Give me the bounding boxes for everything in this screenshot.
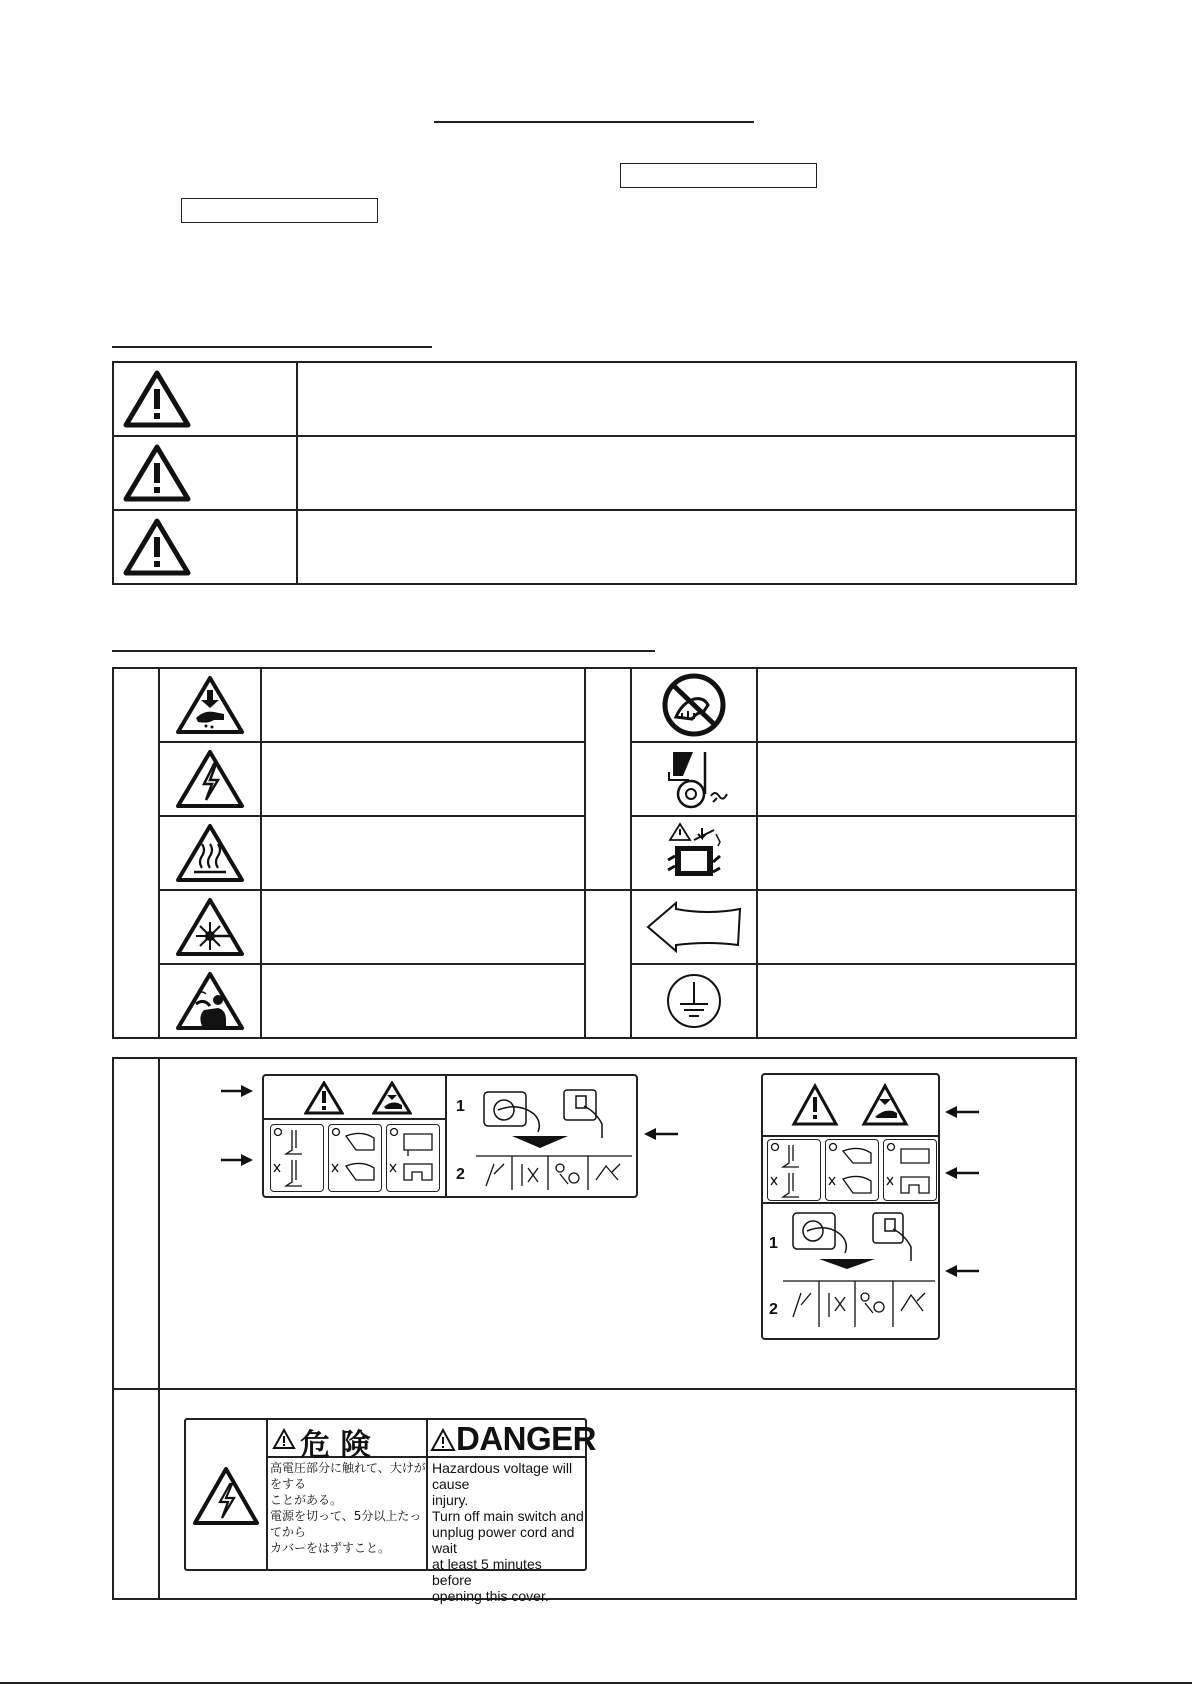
power-switch-off-icon: [783, 1207, 935, 1335]
label-row-2-side: [113, 1389, 159, 1599]
presser-foot-illustration-icon: [272, 1126, 438, 1188]
symbol-right-group-cell-2: [585, 890, 631, 1038]
warning-triangle-icon: [122, 517, 192, 577]
pointer-arrow-icon: [644, 1126, 678, 1142]
section-2-underline: [112, 650, 655, 652]
electric-shock-icon: [192, 1466, 260, 1526]
signal-word-table: [112, 361, 1077, 585]
needle-hazard-icon: [658, 820, 730, 886]
signal-row-2-icon-cell: [113, 436, 297, 510]
step-1-number: 1: [456, 1098, 465, 1115]
danger-text-en-line: Hazardous voltage will cause: [432, 1460, 573, 1492]
symbol-left-2: [159, 742, 261, 816]
warning-triangle-icon: [430, 1428, 456, 1452]
warning-triangle-icon: [122, 443, 192, 503]
horizontal-warning-label: [262, 1074, 638, 1198]
label-section-divider: [763, 1202, 938, 1204]
rotation-direction-icon: [644, 901, 744, 953]
signal-row-3-text: [297, 510, 1076, 584]
pointer-arrow-icon: [221, 1083, 253, 1099]
symbol-left-5: [159, 964, 261, 1038]
danger-text-en-line: opening this cover.: [432, 1588, 549, 1604]
danger-text-jp-line: 高電圧部分に触れて、大けがをする: [270, 1461, 426, 1491]
belt-pinch-icon: [659, 746, 729, 812]
symbol-left-2-text: [261, 742, 585, 816]
signal-row-1-text: [297, 362, 1076, 436]
signal-row-2-text: [297, 436, 1076, 510]
danger-text-en-line: at least 5 minutes before: [432, 1556, 542, 1588]
title-underline: [434, 121, 754, 123]
label-header-divider: [264, 1118, 445, 1120]
danger-text-jp-line: カバーをはずすこと。: [270, 1541, 391, 1555]
symbol-right-2: [631, 742, 757, 816]
symbol-left-5-text: [261, 964, 585, 1038]
warning-triangle-icon: [122, 369, 192, 429]
danger-text-en: [432, 1460, 584, 1604]
symbol-right-4: [631, 890, 757, 964]
symbol-right-3-text: [757, 816, 1076, 890]
step-1-number: 1: [769, 1235, 778, 1252]
blank-field-right: [620, 163, 817, 188]
symbol-right-2-text: [757, 742, 1076, 816]
page-bottom-rule: [0, 1682, 1192, 1684]
symbol-left-group-cell: [113, 668, 159, 1038]
label-header-divider: [763, 1135, 938, 1137]
pointer-arrow-icon: [945, 1165, 979, 1181]
symbol-left-4: [159, 890, 261, 964]
symbol-right-group-cell-1: [585, 668, 631, 890]
hand-crush-icon: [861, 1083, 909, 1127]
label-divider: [445, 1076, 447, 1196]
danger-heading-jp: 危 険: [300, 1428, 371, 1463]
danger-label: [184, 1418, 597, 1604]
pointer-arrow-icon: [945, 1104, 979, 1120]
danger-label-divider-1: [266, 1420, 268, 1569]
warning-triangle-icon: [272, 1428, 296, 1450]
step-2-number: 2: [456, 1166, 465, 1183]
power-switch-off-icon: [472, 1084, 632, 1192]
pointer-arrow-icon: [945, 1263, 979, 1279]
electric-shock-icon: [174, 748, 246, 810]
warning-triangle-icon: [791, 1083, 839, 1127]
signal-row-1-icon-cell: [113, 362, 297, 436]
section-1-underline: [112, 346, 432, 348]
symbol-right-5: [631, 964, 757, 1038]
symbol-left-4-text: [261, 890, 585, 964]
ground-icon: [661, 972, 727, 1030]
symbol-right-1: [631, 668, 757, 742]
warning-triangle-icon: [304, 1081, 344, 1115]
symbol-right-5-text: [757, 964, 1076, 1038]
label-row-1-side: [113, 1058, 159, 1389]
danger-text-jp-line: ことがある。: [270, 1493, 343, 1507]
signal-row-3-icon-cell: [113, 510, 297, 584]
hand-crush-icon: [174, 674, 246, 736]
laser-icon: [174, 896, 246, 958]
symbol-table: [112, 667, 1077, 1039]
symbol-right-4-text: [757, 890, 1076, 964]
symbol-left-1-text: [261, 668, 585, 742]
danger-label-divider-2: [426, 1420, 428, 1569]
danger-text-jp-line: 電源を切って、5分以上たってから: [270, 1509, 422, 1539]
blank-field-left: [181, 198, 378, 223]
symbol-right-3: [631, 816, 757, 890]
danger-heading-en: DANGER: [456, 1420, 597, 1457]
symbol-right-1-text: [757, 668, 1076, 742]
pointer-arrow-icon: [221, 1152, 253, 1168]
symbol-left-3: [159, 816, 261, 890]
symbol-left-3-text: [261, 816, 585, 890]
danger-text-jp: [270, 1460, 426, 1556]
presser-foot-illustration-icon: [769, 1141, 935, 1199]
vertical-warning-label: [761, 1073, 940, 1340]
no-touch-icon: [660, 673, 728, 737]
symbol-left-1: [159, 668, 261, 742]
danger-text-en-line: unplug power cord and wait: [432, 1524, 575, 1556]
danger-text-en-line: Turn off main switch and: [432, 1508, 584, 1524]
danger-text-en-line: injury.: [432, 1492, 469, 1508]
hot-surface-icon: [174, 822, 246, 884]
step-2-number: 2: [769, 1301, 778, 1318]
hand-crush-icon: [372, 1081, 412, 1115]
entanglement-icon: [174, 970, 246, 1032]
